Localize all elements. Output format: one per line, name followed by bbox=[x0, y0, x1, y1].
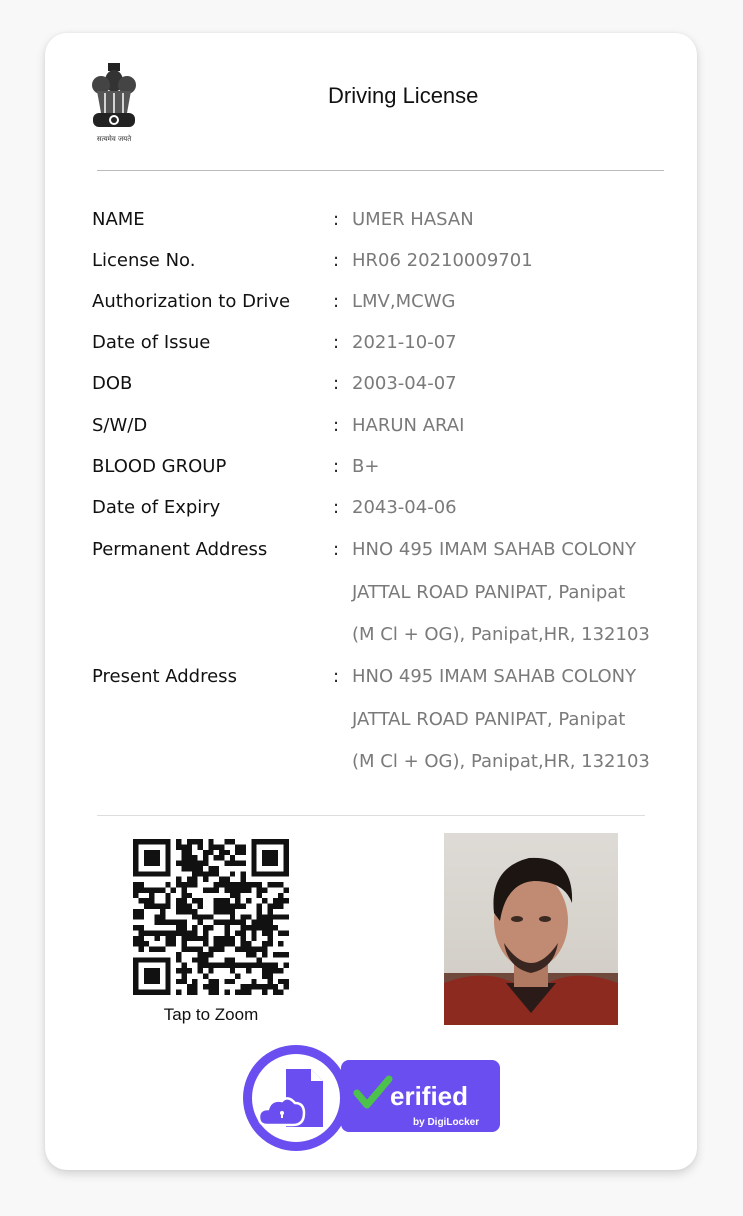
detail-separator: : bbox=[333, 456, 340, 477]
tap-to-zoom-label[interactable]: Tap to Zoom bbox=[163, 1005, 259, 1024]
detail-separator: : bbox=[333, 666, 340, 687]
detail-value bbox=[352, 199, 474, 242]
detail-value-line: HNO 495 IMAM SAHAB COLONY bbox=[352, 539, 637, 560]
detail-value-line: LMV,MCWG bbox=[352, 291, 456, 312]
detail-value-line: JATTAL ROAD PANIPAT, Panipat bbox=[352, 581, 626, 603]
detail-label: Present Address bbox=[92, 666, 237, 687]
badge-subtext: by DigiLocker bbox=[413, 1117, 480, 1128]
detail-value-line: (M Cl + OG), Panipat,HR, 132103 bbox=[352, 751, 650, 772]
detail-separator: : bbox=[333, 373, 340, 394]
detail-label: Date of Issue bbox=[92, 332, 211, 353]
detail-value-line: 2021-10-07 bbox=[352, 332, 457, 353]
detail-value bbox=[352, 487, 457, 530]
divider bbox=[97, 170, 664, 171]
detail-value bbox=[352, 529, 650, 657]
profile-photo bbox=[444, 833, 618, 1025]
detail-separator: : bbox=[333, 250, 340, 271]
emblem-motto: सत्यमेव जयते bbox=[96, 135, 132, 143]
detail-value-line: HARUN ARAI bbox=[352, 415, 465, 436]
detail-label: Date of Expiry bbox=[92, 497, 221, 518]
license-card bbox=[45, 33, 697, 1170]
detail-label: BLOOD GROUP bbox=[92, 456, 227, 477]
detail-value-line: JATTAL ROAD PANIPAT, Panipat bbox=[352, 708, 626, 730]
detail-label: License No. bbox=[92, 250, 196, 271]
divider bbox=[97, 815, 645, 816]
detail-separator: : bbox=[333, 332, 340, 353]
detail-value bbox=[352, 240, 533, 283]
qr-code[interactable] bbox=[133, 839, 289, 995]
detail-value-line: 2043-04-06 bbox=[352, 497, 457, 518]
detail-value-line: HNO 495 IMAM SAHAB COLONY bbox=[352, 666, 637, 687]
detail-value bbox=[352, 363, 457, 406]
detail-value bbox=[352, 446, 379, 489]
detail-value bbox=[352, 322, 457, 365]
detail-label: Authorization to Drive bbox=[92, 291, 291, 312]
detail-separator: : bbox=[333, 415, 340, 436]
digilocker-verified-badge bbox=[241, 1043, 503, 1153]
detail-value-line: HR06 20210009701 bbox=[352, 250, 533, 271]
detail-value bbox=[352, 656, 650, 784]
detail-value bbox=[352, 281, 455, 324]
detail-value-line: UMER HASAN bbox=[352, 209, 474, 230]
page-title: Driving License bbox=[328, 83, 479, 108]
detail-label: S/W/D bbox=[92, 415, 148, 436]
detail-label: NAME bbox=[92, 209, 145, 230]
detail-separator: : bbox=[333, 539, 340, 560]
detail-value-line: B+ bbox=[352, 456, 380, 477]
detail-label: Permanent Address bbox=[92, 539, 268, 560]
detail-value-line: (M Cl + OG), Panipat,HR, 132103 bbox=[352, 624, 650, 645]
national-emblem-icon bbox=[87, 61, 141, 147]
badge-verified-text: erified bbox=[390, 1081, 469, 1111]
detail-label: DOB bbox=[92, 373, 133, 394]
detail-separator: : bbox=[333, 497, 340, 518]
detail-separator: : bbox=[333, 209, 340, 230]
detail-separator: : bbox=[333, 291, 340, 312]
detail-value bbox=[352, 405, 464, 448]
detail-value-line: 2003-04-07 bbox=[352, 373, 457, 394]
